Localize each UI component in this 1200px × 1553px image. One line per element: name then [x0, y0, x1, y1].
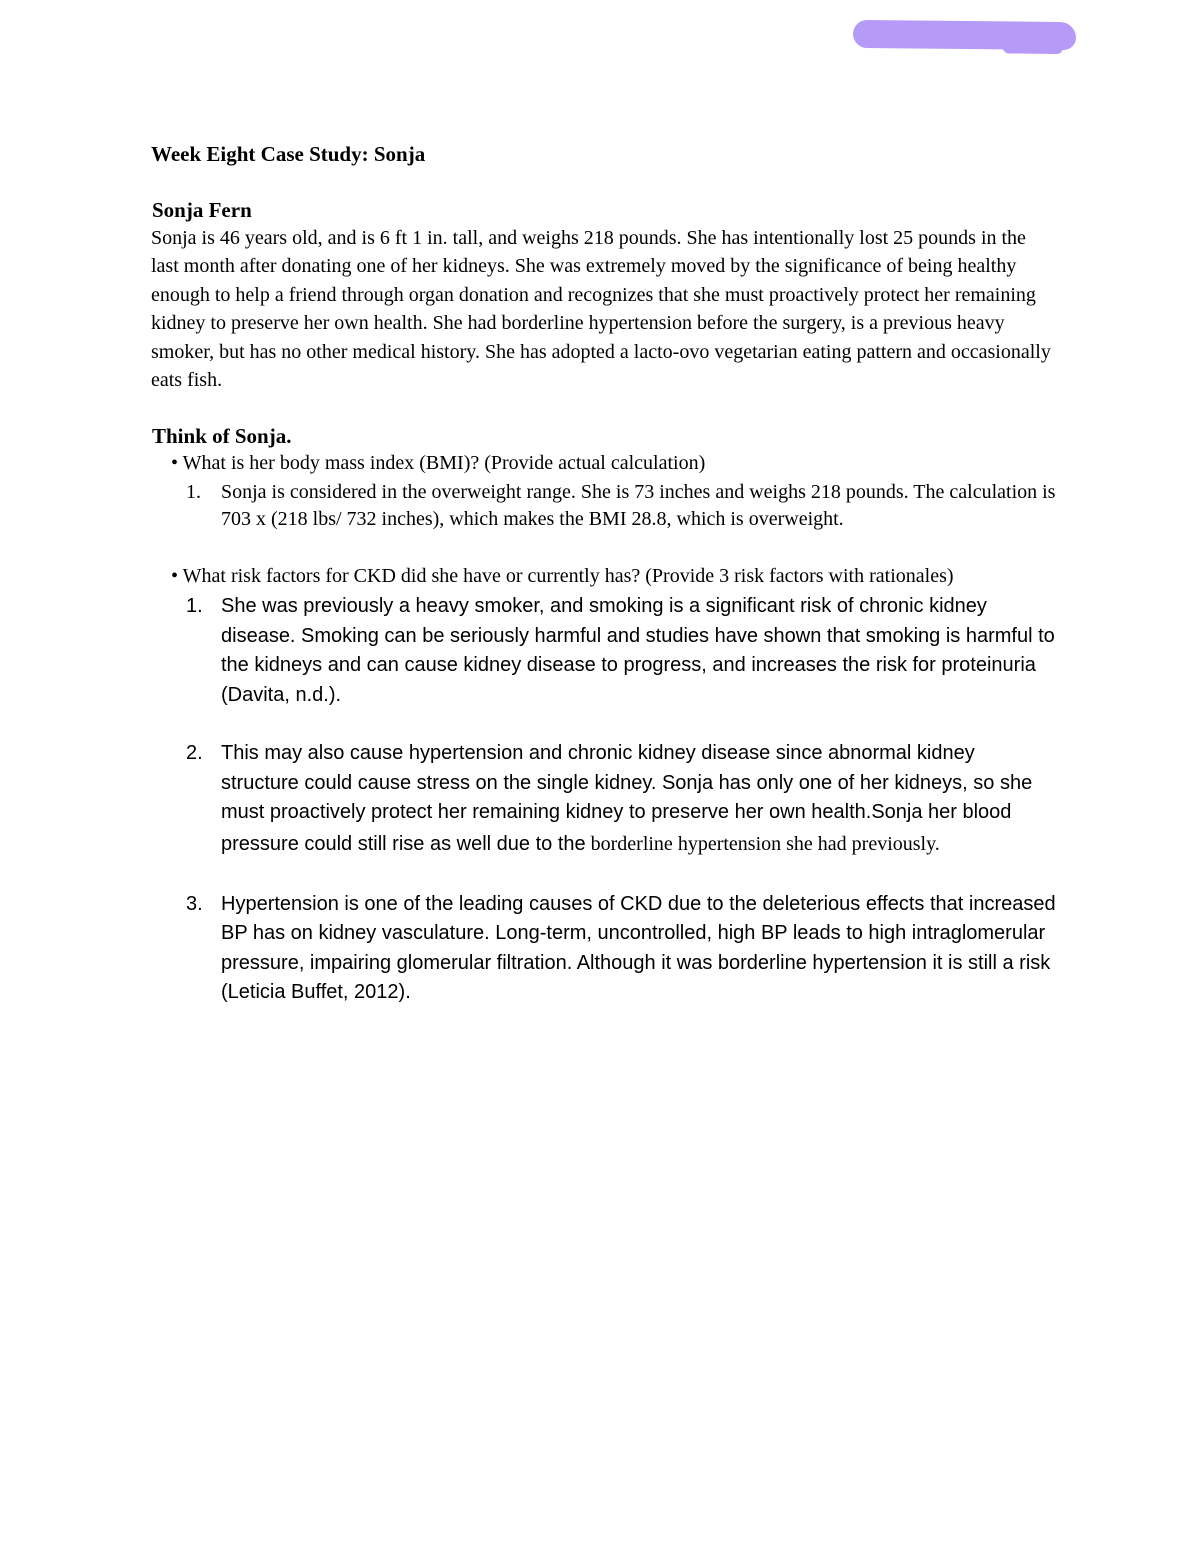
patient-heading: Sonja Fern	[152, 198, 252, 222]
answer-risk-2	[151, 739, 1056, 861]
list-number: 3.	[186, 892, 203, 915]
answer-text: Sonja is considered in the overweight range. She is 73 inches and weighs 218 pounds. The calculation is 703 x (218 lbs/ 732 inches), which makes the BMI 28.8, which is overweight.	[221, 481, 1056, 531]
answer-risk-3	[151, 890, 1056, 1008]
patient-description: Sonja is 46 years old, and is 6 ft 1 in. tall, and weighs 218 pounds. She has intentionally lost 25 pounds in the last month after donating one of her kidneys. She was extremely moved by the significance of being healthy enough to help a friend through organ donation and recognizes that she must proactively protect her remaining kidney to preserve her own health. She had borderline hypertension before the surgery, is a previous heavy smoker, but has no other medical history. She has adopted a lacto-ovo vegetarian eating pattern and occasionally eats fish.	[151, 227, 1051, 392]
answer-text-serif: borderline hypertension she had previously.	[585, 832, 940, 855]
list-number: 2.	[186, 742, 203, 765]
question-bmi: • What is her body mass index (BMI)? (Provide actual calculation)	[171, 452, 706, 475]
answer-text: Hypertension is one of the leading causes of CKD due to the deleterious effects that increased BP has on kidney vasculature. Long-term, uncontrolled, high BP leads to high intraglomerular pressure, impairing glomerular filtration. Although it was borderline hypertension it is still a risk (Leticia Buffet, 2012).	[221, 892, 1056, 1004]
document-body	[151, 140, 1056, 1008]
answer-bmi	[151, 479, 1056, 533]
list-number: 1.	[186, 595, 203, 618]
answer-risk-1	[151, 592, 1056, 710]
question-risk-factors: • What risk factors for CKD did she have or currently has? (Provide 3 risk factors with rationales)	[171, 565, 954, 588]
answer-text-sans: This may also cause hypertension and chronic kidney disease since abnormal kidney structure could cause stress on the single kidney. Sonja has only one of her kidneys, so she must proactively protect her remaining kidney to preserve her own health.Sonja her blood pressure could still rise as well due to the	[221, 742, 1033, 855]
answer-text: She was previously a heavy smoker, and smoking is a significant risk of chronic kidney disease. Smoking can be seriously harmful and studies have shown that smoking is harmful to the kidneys and can cause kidney disease to progress, and increases the risk for proteinuria (Davita, n.d.).	[221, 595, 1055, 706]
list-number: 1.	[186, 481, 201, 504]
think-heading: Think of Sonja.	[152, 424, 292, 449]
redaction-mark	[853, 20, 1076, 50]
document-title: Week Eight Case Study: Sonja	[151, 142, 426, 166]
